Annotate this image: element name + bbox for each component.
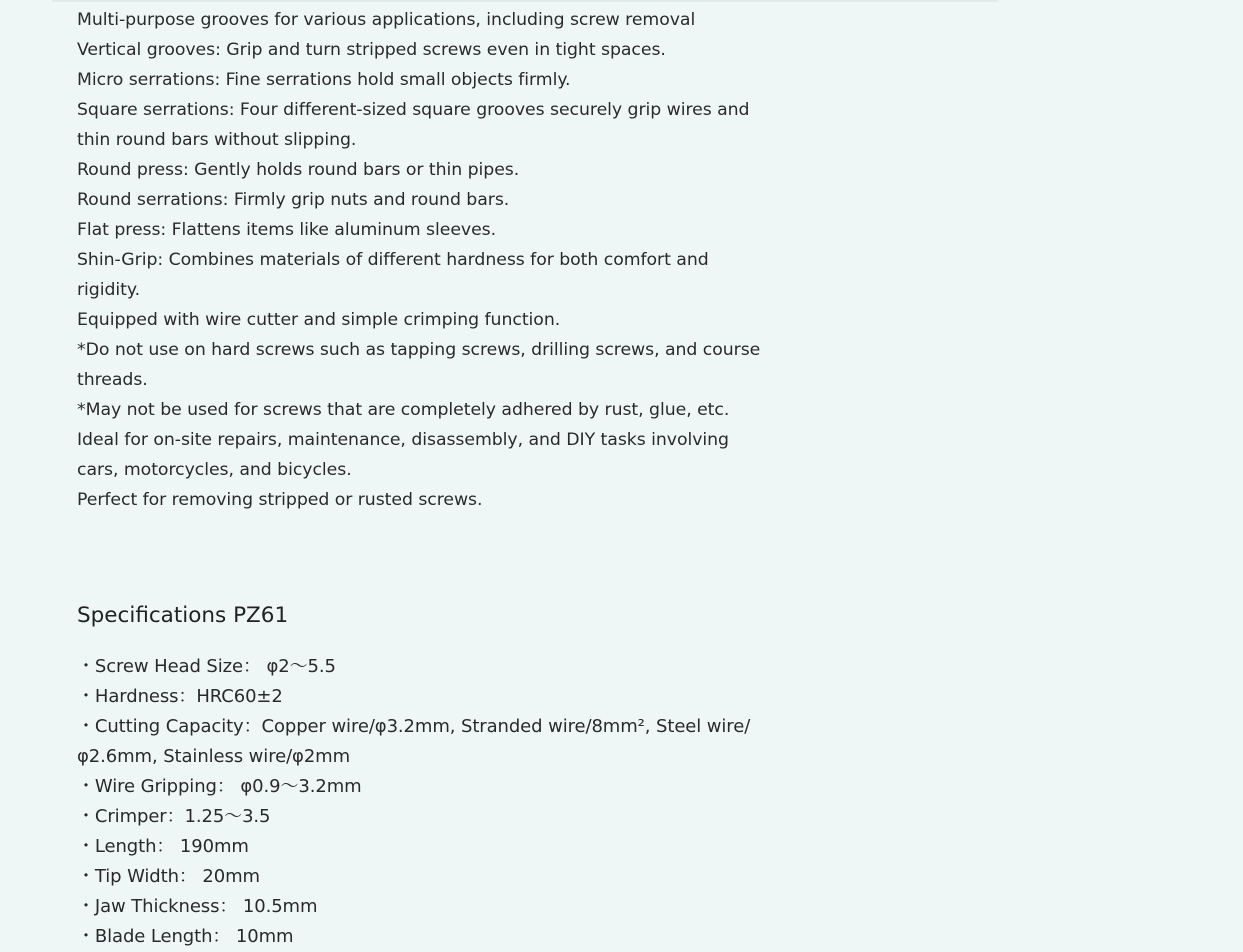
product-description-section bbox=[77, 5, 767, 952]
feature-line: Square serrations: Four different-sized square grooves securely grip wires and thin round bars without slipping. bbox=[77, 100, 750, 150]
spec-item-cutting-capacity: ・Cutting Capacity：Copper wire/φ3.2mm, Stranded wire/8mm², Steel wire/φ2.6mm, Stainless wire/φ2mm bbox=[77, 716, 751, 767]
feature-line: Shin-Grip: Combines materials of different hardness for both comfort and rigidity. bbox=[77, 250, 709, 300]
feature-line: Ideal for on-site repairs, maintenance, disassembly, and DIY tasks involving cars, motorcycles, and bicycles. bbox=[77, 430, 729, 480]
spec-item-tip-width: ・Tip Width： 20mm bbox=[77, 866, 260, 887]
feature-line: Flat press: Flattens items like aluminum sleeves. bbox=[77, 220, 497, 240]
spec-item-hardness: ・Hardness：HRC60±2 bbox=[77, 686, 283, 707]
specifications-list bbox=[77, 652, 767, 952]
feature-line: Multi-purpose grooves for various applications, including screw removal bbox=[77, 10, 696, 30]
spec-item-length: ・Length： 190mm bbox=[77, 836, 249, 857]
feature-line: Micro serrations: Fine serrations hold small objects firmly. bbox=[77, 70, 571, 90]
spec-item-crimper: ・Crimper：1.25～3.5 bbox=[77, 806, 271, 827]
feature-line: Round press: Gently holds round bars or thin pipes. bbox=[77, 160, 520, 180]
spec-item-jaw-thickness: ・Jaw Thickness： 10.5mm bbox=[77, 896, 318, 917]
spec-item-screw-head-size: ・Screw Head Size： φ2～5.5 bbox=[77, 656, 336, 677]
warning-line: *May not be used for screws that are completely adhered by rust, glue, etc. bbox=[77, 400, 730, 420]
feature-line: Vertical grooves: Grip and turn stripped screws even in tight spaces. bbox=[77, 40, 666, 60]
specifications-heading: Specifications PZ61 bbox=[77, 603, 289, 628]
spec-item-wire-gripping: ・Wire Gripping： φ0.9～3.2mm bbox=[77, 776, 362, 797]
spec-item-blade-length: ・Blade Length： 10mm bbox=[77, 926, 294, 947]
feature-line: Equipped with wire cutter and simple crimping function. bbox=[77, 310, 561, 330]
feature-list bbox=[77, 5, 767, 515]
feature-line: Perfect for removing stripped or rusted screws. bbox=[77, 490, 483, 510]
feature-line: Round serrations: Firmly grip nuts and round bars. bbox=[77, 190, 510, 210]
top-divider bbox=[52, 0, 998, 2]
warning-line: *Do not use on hard screws such as tapping screws, drilling screws, and course threads. bbox=[77, 340, 761, 390]
